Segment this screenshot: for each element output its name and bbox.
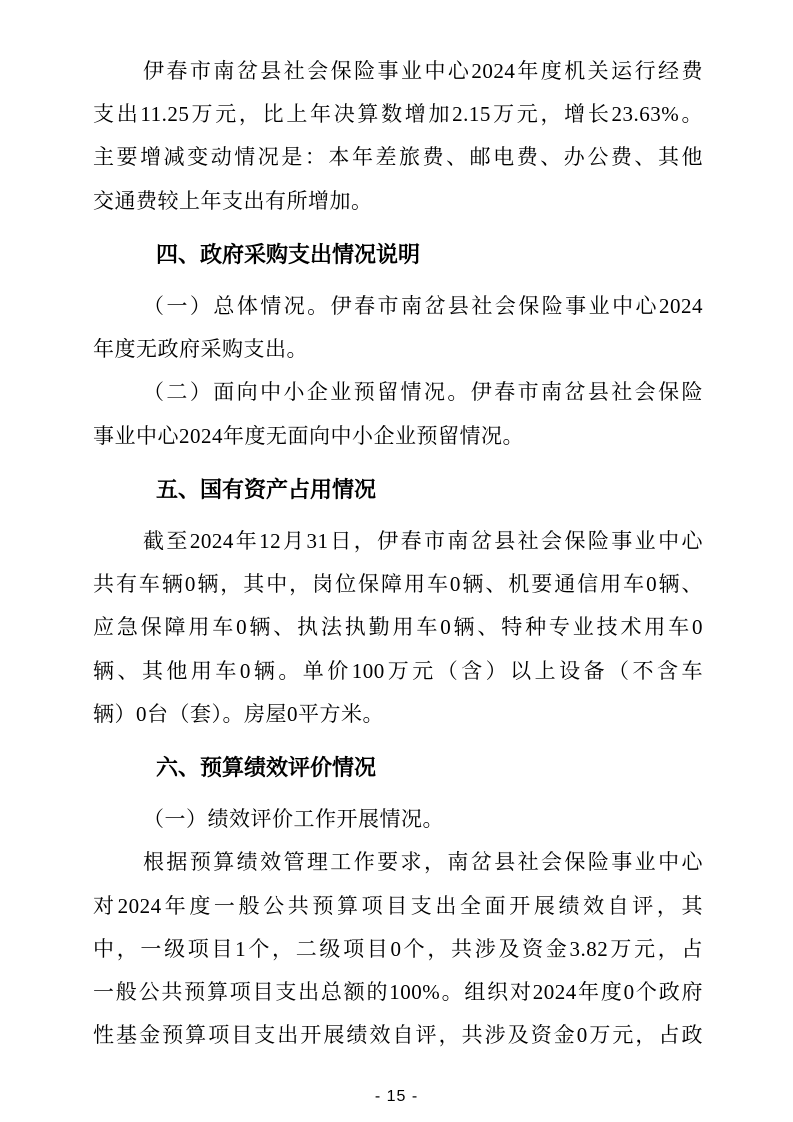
paragraph-line: 根据预算绩效管理工作要求，南岔县社会保险事业中心 xyxy=(143,850,703,875)
paragraph-line: 支出11.25万元，比上年决算数增加2.15万元，增长23.63%。 xyxy=(93,102,703,127)
page-number: - 15 - xyxy=(374,1088,419,1105)
paragraph-line: 交通费较上年支出有所增加。 xyxy=(93,188,373,213)
paragraph xyxy=(93,841,703,1057)
paragraph-line: （二）面向中小企业预留情况。伊春市南岔县社会保险 xyxy=(143,380,703,405)
section-heading: 四、政府采购支出情况说明 xyxy=(156,241,421,267)
paragraph-line: 伊春市南岔县社会保险事业中心2024年度机关运行经费 xyxy=(143,59,703,83)
paragraph xyxy=(93,50,703,223)
section-heading: 五、国有资产占用情况 xyxy=(156,476,377,502)
paragraph-line: 共有车辆0辆，其中，岗位保障用车0辆、机要通信用车0辆、 xyxy=(93,572,703,597)
paragraph-line: 一般公共预算项目支出总额的100%。组织对2024年度0个政府 xyxy=(93,980,703,1005)
paragraph xyxy=(93,520,703,736)
section-heading: 六、预算绩效评价情况 xyxy=(156,755,377,781)
paragraph-line: （一）总体情况。伊春市南岔县社会保险事业中心2024 xyxy=(143,294,703,319)
paragraph-line: （一）绩效评价工作开展情况。 xyxy=(143,807,444,832)
paragraph xyxy=(93,798,703,841)
paragraph-line: 性基金预算项目支出开展绩效自评，共涉及资金0万元，占政 xyxy=(93,1023,703,1048)
paragraph-line: 事业中心2024年度无面向中小企业预留情况。 xyxy=(93,423,524,448)
paragraph-line: 主要增减变动情况是：本年差旅费、邮电费、办公费、其他 xyxy=(93,145,703,170)
paragraph-line: 辆）0台（套）。房屋0平方米。 xyxy=(93,701,384,726)
paragraph-line: 截至2024年12月31日，伊春市南岔县社会保险事业中心 xyxy=(143,529,703,554)
paragraph-line: 应急保障用车0辆、执法执勤用车0辆、特种专业技术用车0 xyxy=(93,615,703,640)
paragraph-line: 中，一级项目1个，二级项目0个，共涉及资金3.82万元，占 xyxy=(93,936,703,961)
document-body xyxy=(93,50,703,1057)
paragraph xyxy=(93,371,703,457)
paragraph xyxy=(93,285,703,371)
paragraph-line: 辆、其他用车0辆。单价100万元（含）以上设备（不含车 xyxy=(93,658,703,683)
paragraph-line: 年度无政府采购支出。 xyxy=(93,337,308,362)
paragraph-line: 对2024年度一般公共预算项目支出全面开展绩效自评，其 xyxy=(93,893,703,918)
